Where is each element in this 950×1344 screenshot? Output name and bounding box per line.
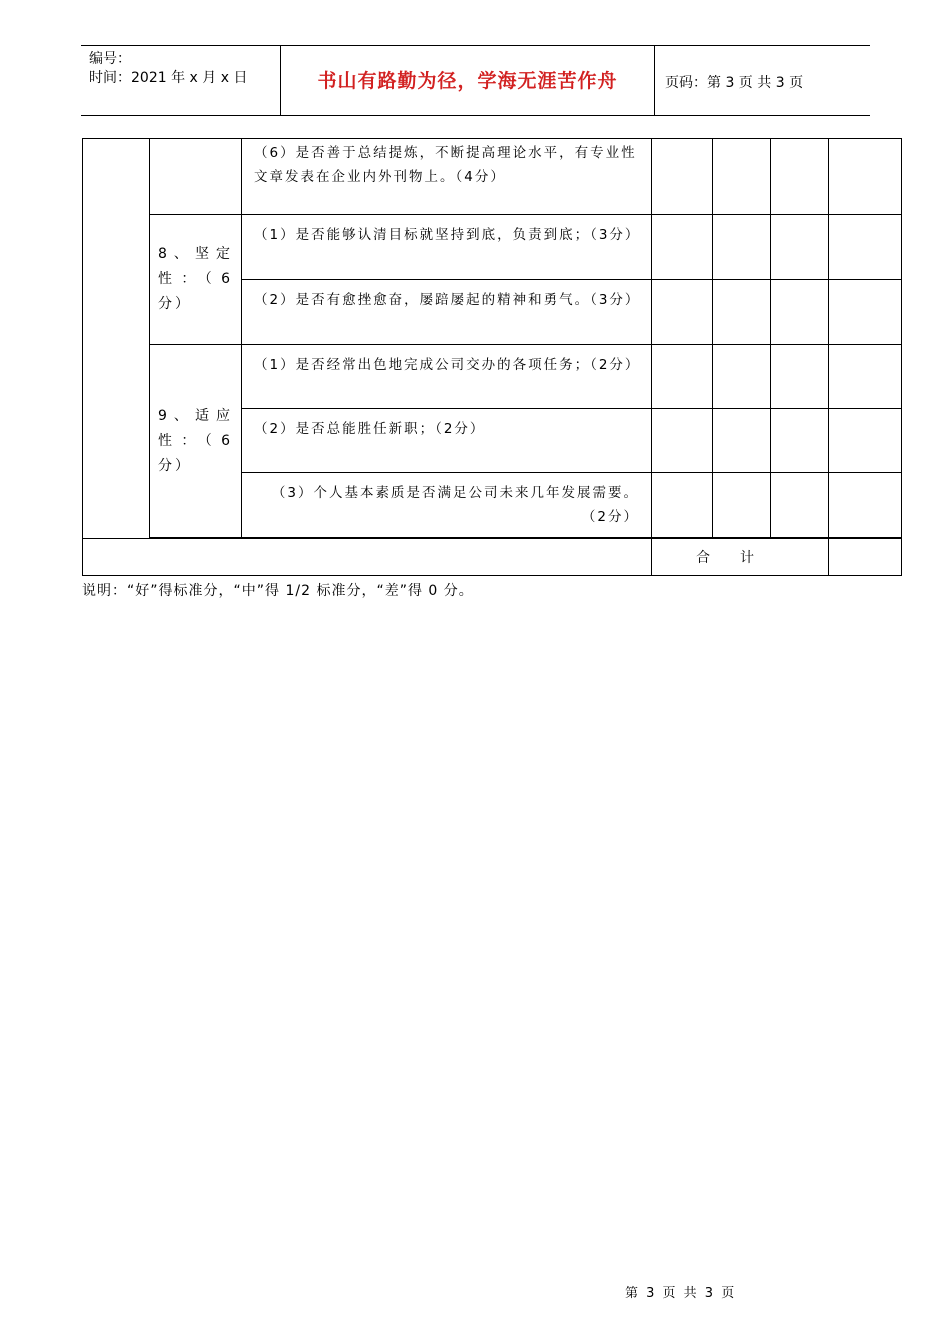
score-cell[interactable] [652, 280, 713, 345]
score-cell[interactable] [771, 345, 829, 409]
score-cell[interactable] [713, 409, 771, 473]
score-cell[interactable] [771, 409, 829, 473]
criterion-9-3: （3）个人基本素质是否满足公司未来几年发展需要。（2分） [242, 473, 652, 538]
criterion-9-2: （2）是否总能胜任新职；（2分） [242, 409, 652, 473]
evaluation-table [82, 138, 902, 576]
score-cell[interactable] [771, 280, 829, 345]
header-motto: 书山有路勤为径，学海无涯苦作舟 [317, 70, 618, 92]
score-cell[interactable] [713, 139, 771, 215]
score-cell[interactable] [652, 345, 713, 409]
header-divider [654, 46, 655, 115]
score-cell[interactable] [652, 473, 713, 538]
table-row [83, 345, 902, 409]
criterion-7-6: （6）是否善于总结提炼，不断提高理论水平，有专业性文章发表在企业内外刊物上。（4分） [242, 139, 652, 215]
criterion-9-1: （1）是否经常出色地完成公司交办的各项任务；（2分） [242, 345, 652, 409]
scoring-note: 说明：“好”得标准分，“中”得 1/2 标准分，“差”得 0 分。 [82, 583, 474, 599]
score-cell[interactable] [713, 215, 771, 280]
score-cell[interactable] [771, 139, 829, 215]
score-cell[interactable] [829, 409, 902, 473]
criterion-8-2: （2）是否有愈挫愈奋，屡踣屡起的精神和勇气。（3分） [242, 280, 652, 345]
table-cell [150, 139, 242, 215]
score-cell[interactable] [771, 215, 829, 280]
category-8-label: 8、坚定性：（6分） [150, 215, 242, 345]
table-cell [83, 139, 150, 539]
score-cell[interactable] [829, 473, 902, 538]
score-cell[interactable] [829, 215, 902, 280]
score-cell[interactable] [829, 139, 902, 215]
total-row [83, 539, 902, 576]
score-cell[interactable] [652, 409, 713, 473]
score-cell[interactable] [771, 473, 829, 538]
doc-number-label: 编号： [89, 51, 131, 67]
table-cell [83, 539, 652, 576]
score-cell[interactable] [713, 280, 771, 345]
date-label: 时间：2021 年 x 月 x 日 [89, 70, 248, 86]
table-row [83, 215, 902, 280]
table-row [83, 139, 902, 215]
score-cell[interactable] [652, 139, 713, 215]
page-header [81, 45, 870, 116]
total-label: 合计 [652, 539, 829, 576]
score-cell[interactable] [829, 345, 902, 409]
header-meta [89, 50, 247, 88]
score-cell[interactable] [652, 215, 713, 280]
criterion-8-1: （1）是否能够认清目标就坚持到底，负责到底；（3分） [242, 215, 652, 280]
score-cell[interactable] [713, 345, 771, 409]
score-cell[interactable] [829, 280, 902, 345]
score-cell[interactable] [713, 473, 771, 538]
category-9-label: 9、适应性：（6分） [150, 345, 242, 538]
footer-page-number: 第 3 页 共 3 页 [625, 1286, 737, 1301]
header-page-number: 页码：第 3 页 共 3 页 [665, 75, 804, 91]
total-score-cell[interactable] [829, 539, 902, 576]
